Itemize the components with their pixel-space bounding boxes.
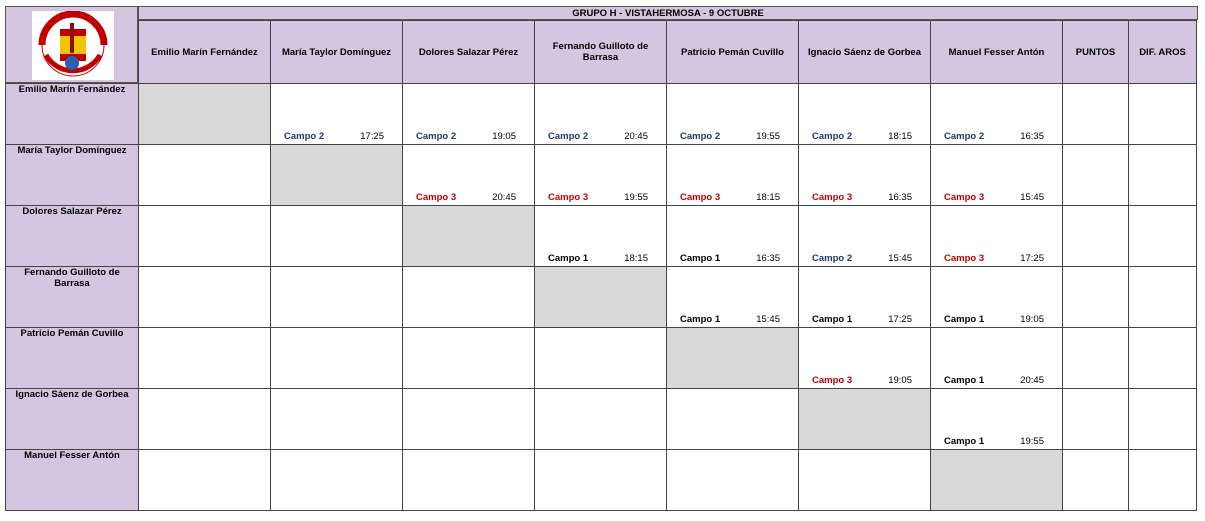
dif-aros-cell xyxy=(1129,389,1197,450)
row-header-player: Patricio Pemán Cuvillo xyxy=(6,328,139,389)
col-header-player: Emilio Marín Fernández xyxy=(139,21,271,84)
campo-label: Campo 2 xyxy=(812,131,853,142)
match-cell xyxy=(403,328,535,389)
match-time: 18:15 xyxy=(756,192,780,203)
match-cell xyxy=(535,206,667,267)
diagonal-cell xyxy=(799,389,931,450)
match-cell xyxy=(799,145,931,206)
match-cell xyxy=(139,450,271,511)
match-cell xyxy=(403,450,535,511)
campo-label: Campo 2 xyxy=(416,131,457,142)
match-cell xyxy=(139,145,271,206)
player-row xyxy=(6,84,1197,145)
match-cell xyxy=(403,389,535,450)
row-header-player: Fernando Guilloto de Barrasa xyxy=(6,267,139,328)
col-header-player: Manuel Fesser Antón xyxy=(931,21,1063,84)
match-cell xyxy=(667,389,799,450)
match-cell xyxy=(931,267,1063,328)
player-row xyxy=(6,389,1197,450)
campo-label: Campo 3 xyxy=(944,192,985,203)
row-header-player: Ignacio Sáenz de Gorbea xyxy=(6,389,139,450)
match-cell xyxy=(535,328,667,389)
match-cell xyxy=(139,328,271,389)
match-cell xyxy=(799,450,931,511)
col-header-dif-aros: DIF. AROS xyxy=(1129,21,1197,84)
campo-label: Campo 1 xyxy=(944,314,985,325)
header-row xyxy=(6,21,1197,84)
match-info xyxy=(416,131,516,142)
match-cell xyxy=(271,450,403,511)
campo-label: Campo 1 xyxy=(680,253,721,264)
match-info xyxy=(812,192,912,203)
campo-label: Campo 1 xyxy=(944,436,985,447)
diagonal-cell xyxy=(535,267,667,328)
player-row xyxy=(6,145,1197,206)
match-time: 19:55 xyxy=(756,131,780,142)
campo-label: Campo 2 xyxy=(680,131,721,142)
match-time: 19:55 xyxy=(1020,436,1044,447)
puntos-cell xyxy=(1063,328,1129,389)
match-time: 18:15 xyxy=(888,131,912,142)
match-cell xyxy=(667,450,799,511)
match-cell xyxy=(799,267,931,328)
match-time: 20:45 xyxy=(624,131,648,142)
match-cell xyxy=(667,206,799,267)
match-cell xyxy=(403,145,535,206)
match-cell xyxy=(535,84,667,145)
match-info xyxy=(680,131,780,142)
puntos-cell xyxy=(1063,206,1129,267)
match-time: 15:45 xyxy=(756,314,780,325)
campo-label: Campo 2 xyxy=(944,131,985,142)
col-header-player: Patricio Pemán Cuvillo xyxy=(667,21,799,84)
match-cell xyxy=(931,328,1063,389)
col-header-player: Dolores Salazar Pérez xyxy=(403,21,535,84)
match-time: 16:35 xyxy=(888,192,912,203)
match-time: 17:25 xyxy=(888,314,912,325)
match-time: 20:45 xyxy=(1020,375,1044,386)
col-header-player: Fernando Guilloto de Barrasa xyxy=(535,21,667,84)
corner-cell xyxy=(6,21,139,84)
match-time: 19:05 xyxy=(492,131,516,142)
dif-aros-cell xyxy=(1129,267,1197,328)
match-info xyxy=(812,253,912,264)
dif-aros-cell xyxy=(1129,450,1197,511)
match-time: 19:55 xyxy=(624,192,648,203)
match-info xyxy=(944,314,1044,325)
match-time: 18:15 xyxy=(624,253,648,264)
match-cell xyxy=(271,328,403,389)
match-time: 16:35 xyxy=(1020,131,1044,142)
match-info xyxy=(812,314,912,325)
match-info xyxy=(548,253,648,264)
row-header-player: Emilio Marín Fernández xyxy=(6,84,139,145)
row-header-player: Manuel Fesser Antón xyxy=(6,450,139,511)
match-time: 19:05 xyxy=(1020,314,1044,325)
match-cell xyxy=(271,84,403,145)
match-info xyxy=(944,253,1044,264)
match-cell xyxy=(931,389,1063,450)
campo-label: Campo 3 xyxy=(944,253,985,264)
campo-label: Campo 3 xyxy=(548,192,589,203)
group-title: GRUPO H - VISTAHERMOSA - 9 OCTUBRE xyxy=(138,6,1198,20)
match-time: 20:45 xyxy=(492,192,516,203)
campo-label: Campo 2 xyxy=(548,131,589,142)
player-row xyxy=(6,328,1197,389)
match-time: 16:35 xyxy=(756,253,780,264)
diagonal-cell xyxy=(271,145,403,206)
match-cell xyxy=(535,389,667,450)
match-info xyxy=(944,375,1044,386)
diagonal-cell xyxy=(403,206,535,267)
match-cell xyxy=(667,145,799,206)
campo-label: Campo 1 xyxy=(944,375,985,386)
col-header-puntos: PUNTOS xyxy=(1063,21,1129,84)
match-cell xyxy=(535,145,667,206)
dif-aros-cell xyxy=(1129,328,1197,389)
match-cell xyxy=(139,206,271,267)
campo-label: Campo 1 xyxy=(548,253,589,264)
col-header-player: María Taylor Domínguez xyxy=(271,21,403,84)
match-time: 17:25 xyxy=(1020,253,1044,264)
campo-label: Campo 3 xyxy=(812,375,853,386)
campo-label: Campo 3 xyxy=(416,192,457,203)
campo-label: Campo 2 xyxy=(284,131,325,142)
col-header-player: Ignacio Sáenz de Gorbea xyxy=(799,21,931,84)
player-row xyxy=(6,267,1197,328)
campo-label: Campo 1 xyxy=(680,314,721,325)
match-info xyxy=(812,375,912,386)
puntos-cell xyxy=(1063,389,1129,450)
match-info xyxy=(548,192,648,203)
campo-label: Campo 1 xyxy=(812,314,853,325)
match-cell xyxy=(931,145,1063,206)
diagonal-cell xyxy=(139,84,271,145)
results-grid xyxy=(5,20,1197,511)
match-cell xyxy=(271,389,403,450)
match-info xyxy=(944,131,1044,142)
match-cell xyxy=(667,84,799,145)
match-info xyxy=(284,131,384,142)
match-time: 19:05 xyxy=(888,375,912,386)
match-info xyxy=(416,192,516,203)
match-time: 17:25 xyxy=(360,131,384,142)
match-info xyxy=(680,192,780,203)
match-cell xyxy=(403,267,535,328)
match-cell xyxy=(667,267,799,328)
match-cell xyxy=(139,267,271,328)
match-cell xyxy=(931,206,1063,267)
puntos-cell xyxy=(1063,145,1129,206)
match-info xyxy=(548,131,648,142)
match-info xyxy=(680,253,780,264)
match-cell xyxy=(799,206,931,267)
match-cell xyxy=(799,84,931,145)
row-header-player: Dolores Salazar Pérez xyxy=(6,206,139,267)
player-row xyxy=(6,450,1197,511)
puntos-cell xyxy=(1063,267,1129,328)
row-header-player: María Taylor Domínguez xyxy=(6,145,139,206)
player-row xyxy=(6,206,1197,267)
match-cell xyxy=(799,328,931,389)
match-info xyxy=(944,436,1044,447)
match-time: 15:45 xyxy=(1020,192,1044,203)
dif-aros-cell xyxy=(1129,206,1197,267)
match-info xyxy=(680,314,780,325)
match-info xyxy=(812,131,912,142)
dif-aros-cell xyxy=(1129,145,1197,206)
match-cell xyxy=(403,84,535,145)
puntos-cell xyxy=(1063,84,1129,145)
diagonal-cell xyxy=(931,450,1063,511)
match-cell xyxy=(271,267,403,328)
puntos-cell xyxy=(1063,450,1129,511)
match-time: 15:45 xyxy=(888,253,912,264)
match-cell xyxy=(271,206,403,267)
match-info xyxy=(944,192,1044,203)
diagonal-cell xyxy=(667,328,799,389)
campo-label: Campo 2 xyxy=(812,253,853,264)
campo-label: Campo 3 xyxy=(812,192,853,203)
match-cell xyxy=(931,84,1063,145)
dif-aros-cell xyxy=(1129,84,1197,145)
match-cell xyxy=(139,389,271,450)
match-cell xyxy=(535,450,667,511)
campo-label: Campo 3 xyxy=(680,192,721,203)
